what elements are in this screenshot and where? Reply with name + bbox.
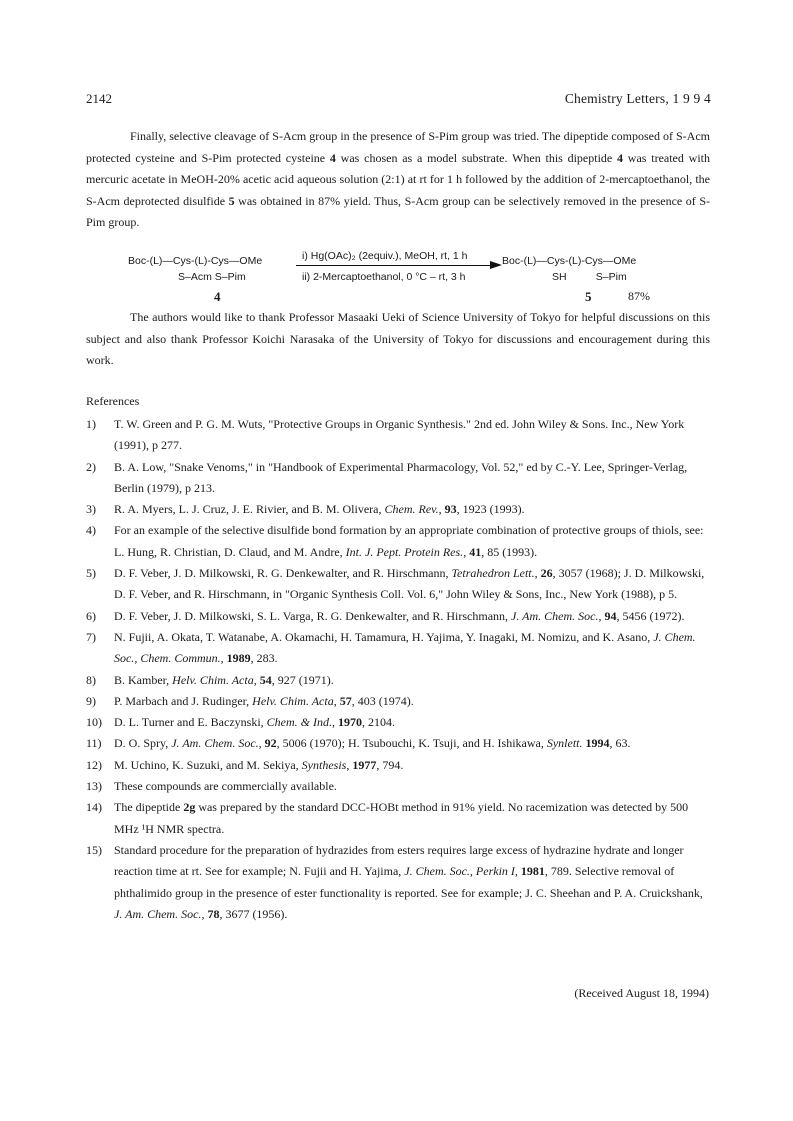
- reference-segment: D. F. Veber, J. D. Milkowski, S. L. Varga, R. G. Denkewalter, and R. Hirschmann,: [114, 608, 512, 623]
- journal-title: Int. J. Pept. Protein Res.: [345, 544, 464, 559]
- reference-segment: B. Kamber,: [114, 672, 173, 687]
- journal-title: Helv. Chim. Acta: [252, 693, 334, 708]
- volume-number: 41: [469, 544, 482, 559]
- arrow-head-icon: [490, 261, 502, 269]
- volume-number: 1970: [337, 715, 362, 730]
- journal-title: J. Am. Chem. Soc.: [511, 608, 599, 623]
- reference-segment: ,: [201, 906, 208, 921]
- volume-number: 94: [604, 608, 617, 623]
- reference-number: 11): [86, 736, 102, 751]
- volume-number: 1994: [585, 736, 610, 751]
- reference-text: [114, 755, 710, 776]
- reference-segment: , 789. Selective removal of phthalimido group in the presence of ester functionality is reported. See for example; J. C. Sheehan and P. A. Cruickshank,: [114, 864, 703, 900]
- volume-number: 57: [339, 693, 352, 708]
- reactant-side-chains: S–Acm S–Pim: [178, 271, 246, 283]
- reference-segment: ,: [331, 715, 338, 730]
- reference-text: [114, 691, 710, 712]
- reference-segment: P. Marbach and J. Rudinger,: [114, 693, 253, 708]
- journal-title: Synthesis: [301, 757, 347, 772]
- journal-title: J. Am. Chem. Soc.: [114, 906, 202, 921]
- reference-segment: , 63.: [609, 736, 631, 751]
- reference-segment: , 283.: [250, 651, 278, 666]
- reference-segment: ,: [438, 502, 445, 517]
- journal-title: Helv. Chim. Acta: [172, 672, 254, 687]
- compound-ref-5: 5: [228, 193, 235, 208]
- product-yield: 87%: [628, 289, 650, 303]
- reference-segment: B. A. Low, "Snake Venoms," in "Handbook of Experimental Pharmacology, Vol. 52," ed by C.-Y. Lee, Springer-Verlag, Berlin (1979), p 213.: [114, 459, 688, 495]
- reference-segment: M. Uchino, K. Suzuki, and M. Sekiya,: [114, 757, 302, 772]
- volume-number: 26: [540, 566, 553, 581]
- reference-segment: D. O. Spry,: [114, 736, 172, 751]
- reference-item: [86, 776, 710, 797]
- compound-ref-4b: 4: [617, 150, 624, 165]
- reference-segment: ,: [346, 757, 353, 772]
- reference-item: [86, 712, 710, 733]
- journal-title: Chem. & Ind.: [266, 715, 332, 730]
- reference-segment: , 5456 (1972).: [616, 608, 685, 623]
- reaction-condition-2: ii) 2-Mercaptoethanol, 0 °C – rt, 3 h: [302, 271, 466, 283]
- journal-header: Chemistry Letters, 1 9 9 4: [564, 91, 711, 106]
- reference-text: [114, 414, 710, 457]
- reactant-formula: Boc-(L)—Cys-(L)-Cys—OMe: [128, 255, 263, 267]
- reaction-scheme: [120, 247, 680, 307]
- paragraph-acknowledgements: The authors would like to thank Professor Masaaki Ueki of Science University of Tokyo for helpful discussions on this subject and also thank Professor Koichi Narasaka of the University of Tokyo for discussions and encouragement during this work.: [86, 310, 710, 367]
- reference-item: [86, 563, 710, 606]
- reference-segment: , 927 (1971).: [271, 672, 334, 687]
- paragraph-selective-cleavage: [86, 126, 710, 234]
- reference-segment: , 2104.: [361, 715, 395, 730]
- volume-number: 78: [207, 906, 220, 921]
- reference-segment: ,: [333, 693, 340, 708]
- reference-item: [86, 499, 710, 520]
- reference-segment: R. A. Myers, L. J. Cruz, J. E. Rivier, and B. M. Olivera,: [114, 502, 385, 517]
- reference-text: [114, 733, 710, 754]
- reactant-compound-number: 4: [214, 289, 221, 304]
- compound-ref-4a: 4: [329, 150, 336, 165]
- volume-number: 1981: [520, 864, 545, 879]
- reference-text: [114, 840, 710, 925]
- journal-title: J. Chem. Soc., Perkin I: [404, 864, 515, 879]
- reference-item: [86, 755, 710, 776]
- reference-segment: These compounds are commercially available.: [114, 779, 337, 794]
- reference-text: [114, 776, 710, 797]
- reference-item: [86, 606, 710, 627]
- reference-segment: was prepared by the standard DCC-HOBt method in 91% yield. No racemization was detected by 500 MHz ¹H NMR spectra.: [114, 800, 689, 836]
- reference-item: [86, 733, 710, 754]
- reference-number: 3): [86, 502, 96, 517]
- reference-segment: The dipeptide: [114, 800, 184, 815]
- journal-title: Synlett.: [546, 736, 583, 751]
- reference-segment: , 5006 (1970); H. Tsubouchi, K. Tsuji, and H. Ishikawa,: [276, 736, 547, 751]
- references-heading: References: [86, 394, 140, 408]
- reference-number: 15): [86, 842, 102, 857]
- reference-text: [114, 563, 710, 606]
- reference-text: [114, 520, 710, 563]
- reference-segment: ,: [534, 566, 541, 581]
- reference-number: 6): [86, 608, 96, 623]
- reference-segment: , 85 (1993).: [481, 544, 538, 559]
- journal-title: Chem. Rev.: [384, 502, 439, 517]
- reference-number: 13): [86, 779, 102, 794]
- reference-number: 7): [86, 629, 96, 644]
- reference-text: [114, 606, 710, 627]
- volume-number: 54: [259, 672, 272, 687]
- received-date: (Received August 18, 1994): [574, 986, 709, 1000]
- reference-text: [114, 712, 710, 733]
- reference-item: [86, 797, 710, 840]
- p1-text-2: was chosen as a model substrate. When this dipeptide: [335, 150, 618, 165]
- reference-segment: For an example of the selective disulfide bond formation by an appropriate combination of protective groups of thiols, see: L. Hung, R. Christian, D. Claud, and M. Andre,: [114, 523, 704, 559]
- reference-item: [86, 670, 710, 691]
- reference-item: [86, 840, 710, 925]
- reference-item: [86, 520, 710, 563]
- volume-number: 93: [444, 502, 457, 517]
- journal-title: J. Am. Chem. Soc.: [171, 736, 259, 751]
- reference-segment: D. L. Turner and E. Baczynski,: [114, 715, 267, 730]
- reaction-arrow: [296, 265, 492, 266]
- reference-item: [86, 414, 710, 457]
- reference-text: [114, 797, 710, 840]
- reference-item: [86, 457, 710, 500]
- reference-number: 8): [86, 672, 96, 687]
- journal-title: Tetrahedron Lett.: [451, 566, 535, 581]
- reference-number: 10): [86, 715, 102, 730]
- reference-number: 1): [86, 417, 96, 431]
- reference-segment: , 794.: [376, 757, 404, 772]
- reference-number: 4): [86, 523, 96, 538]
- reference-text: [114, 670, 710, 691]
- reference-segment: , 403 (1974).: [351, 693, 414, 708]
- reference-segment: ,: [463, 544, 470, 559]
- reference-number: 12): [86, 757, 102, 772]
- page-number: 2142: [86, 91, 112, 106]
- reference-number: 9): [86, 693, 96, 708]
- reference-segment: ,: [253, 672, 260, 687]
- reference-number: 5): [86, 566, 96, 581]
- volume-number: 2g: [183, 800, 196, 815]
- reference-segment: , 1923 (1993).: [456, 502, 525, 517]
- reference-segment: ,: [258, 736, 265, 751]
- reference-segment: T. W. Green and P. G. M. Wuts, "Protective Groups in Organic Synthesis." 2nd ed. John Wiley & Sons. Inc., New York (1991), p 277.: [114, 417, 685, 453]
- reference-text: [114, 457, 710, 500]
- product-side-chains: SH S–Pim: [552, 271, 627, 283]
- reference-segment: ,: [514, 864, 521, 879]
- reference-segment: D. F. Veber, J. D. Milkowski, R. G. Denkewalter, and R. Hirschmann,: [114, 566, 452, 581]
- reference-segment: Standard procedure for the preparation of hydrazides from esters requires large excess of hydrazine hydrate and longer reaction time at rt. See for example; N. Fujii and H. Yajima,: [114, 842, 684, 879]
- product-compound-number: 5: [585, 289, 592, 304]
- reference-segment: ,: [220, 651, 227, 666]
- reference-number: 14): [86, 800, 102, 815]
- reference-segment: , 3057 (1968); J. D. Milkowski, D. F. Veber, and R. Hirschmann, in "Organic Synthesis Coll. Vol. 6," John Wiley & Sons, Inc., New York (1988), p 5.: [114, 566, 705, 602]
- reference-number: 2): [86, 459, 96, 474]
- reaction-condition-1: i) Hg(OAc)₂ (2equiv.), MeOH, rt, 1 h: [302, 250, 468, 262]
- product-formula: Boc-(L)—Cys-(L)-Cys—OMe: [502, 255, 637, 267]
- reference-segment: N. Fujii, A. Okata, T. Watanabe, A. Okamachi, H. Tamamura, H. Yajima, Y. Inagaki, M. Nomizu, and K. Asano,: [114, 629, 654, 644]
- volume-number: 1977: [352, 757, 377, 772]
- volume-number: 1989: [226, 651, 251, 666]
- reference-item: [86, 691, 710, 712]
- reference-segment: , 3677 (1956).: [219, 906, 288, 921]
- journal-title: J. Chem. Soc., Chem. Commun.: [114, 629, 696, 666]
- p1-text-4: was obtained in 87% yield. Thus, S-Acm group can be selectively removed in the presence of S-Pim group.: [86, 193, 710, 229]
- reference-text: [114, 499, 710, 520]
- reference-text: [114, 627, 710, 670]
- reference-segment: ,: [598, 608, 605, 623]
- p1-text-1: Finally, selective cleavage of S-Acm group in the presence of S-Pim group was tried. The dipeptide composed of S-Acm protected cysteine and S-Pim protected cysteine: [86, 129, 710, 165]
- references-list: [86, 414, 710, 925]
- reference-item: [86, 627, 710, 670]
- volume-number: 92: [264, 736, 277, 751]
- p1-text-3: was treated with mercuric acetate in MeOH-20% acetic acid aqueous solution (2:1) at rt for 1 h followed by the addition of 2-mercaptoethanol, the S-Acm deprotected disulfide: [86, 150, 710, 208]
